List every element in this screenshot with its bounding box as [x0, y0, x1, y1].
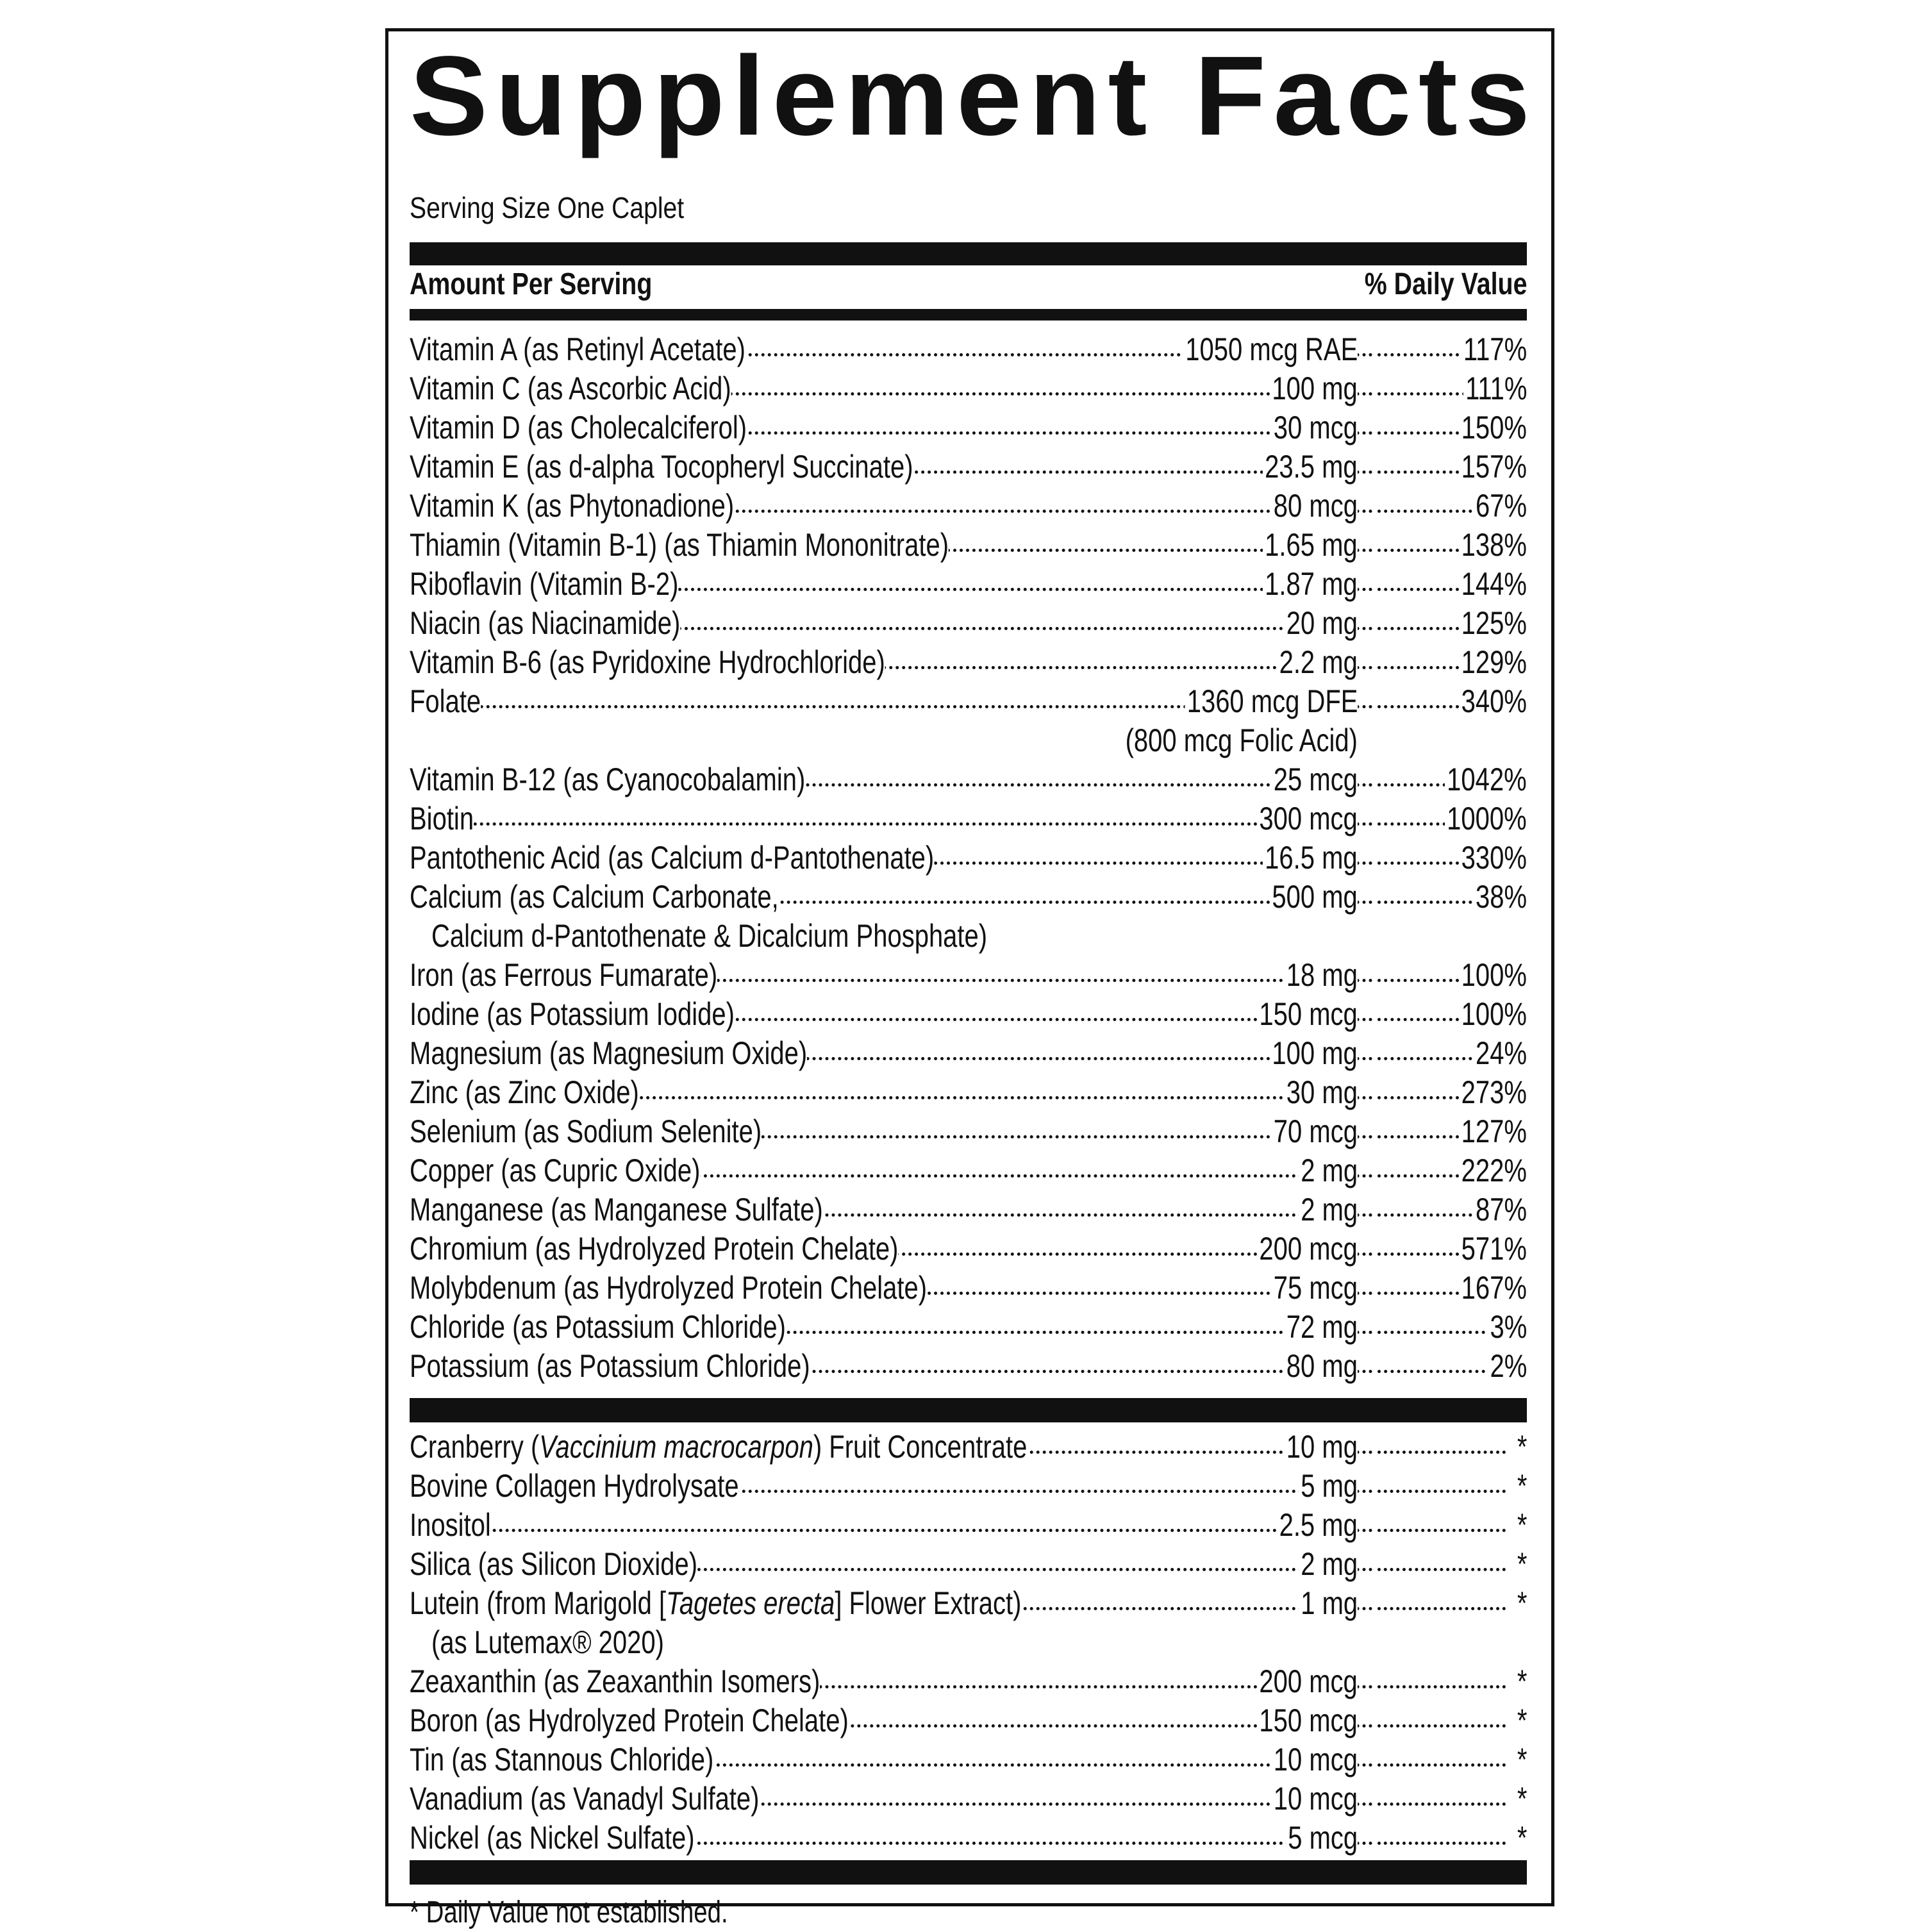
name-text: Vitamin C (as Ascorbic Acid)	[410, 371, 731, 406]
daily-value-percent: 129%	[1459, 643, 1527, 682]
name-text: Nickel (as Nickel Sulfate)	[410, 1820, 695, 1856]
daily-value-percent: 67%	[1474, 487, 1527, 526]
ingredient-name	[410, 1467, 739, 1506]
nutrient-row	[410, 682, 1527, 721]
ingredient-name-continuation: Calcium d-Pantothenate & Dicalcium Phosphate)	[431, 917, 987, 956]
daily-value-percent: 1000%	[1445, 799, 1527, 838]
name-text: Iron (as Ferrous Fumarate)	[410, 957, 718, 993]
amount-per-serving: 10 mcg	[1272, 1779, 1358, 1819]
amount-per-serving: 16.5 mg	[1263, 838, 1358, 878]
amount-per-serving-header: Amount Per Serving	[410, 267, 653, 301]
dot-leader	[1378, 1763, 1506, 1767]
daily-value-percent: 24%	[1474, 1034, 1527, 1073]
ingredient-name	[410, 1740, 713, 1779]
daily-value-percent: 138%	[1459, 526, 1527, 565]
nutrient-row	[410, 1269, 1527, 1308]
amount-per-serving: 1 mg	[1299, 1584, 1358, 1623]
ingredient-name	[410, 604, 680, 643]
daily-value-percent: 340%	[1459, 682, 1527, 721]
ingredient-name	[410, 1229, 899, 1269]
footnote: * Daily Value not established.	[410, 1895, 728, 1929]
nutrient-row	[410, 1034, 1527, 1073]
dot-leader	[1378, 1685, 1506, 1688]
other-ingredient-row	[410, 1662, 1527, 1701]
amount-per-serving: 200 mcg	[1257, 1229, 1358, 1269]
nutrient-row	[410, 604, 1527, 643]
name-text: Cranberry (	[410, 1429, 540, 1465]
name-text: Vitamin B-12 (as Cyanocobalamin)	[410, 762, 806, 797]
ingredient-name	[410, 487, 734, 526]
name-text: Pantothenic Acid (as Calcium d-Pantothenate)	[410, 840, 935, 876]
dot-leader	[1378, 1803, 1506, 1806]
amount-per-serving: 2 mg	[1299, 1545, 1358, 1584]
name-text: Chromium (as Hydrolyzed Protein Chelate)	[410, 1231, 899, 1267]
serving-size: Serving Size One Caplet	[410, 191, 685, 224]
name-text: Vanadium (as Vanadyl Sulfate)	[410, 1781, 760, 1817]
name-text: Inositol	[410, 1507, 491, 1543]
nutrient-row	[410, 838, 1527, 878]
dot-leader	[1378, 1724, 1506, 1728]
name-text: Lutein (from Marigold [	[410, 1585, 667, 1621]
daily-value-percent: *	[1515, 1779, 1527, 1819]
daily-value-header: % Daily Value	[1364, 267, 1527, 301]
nutrient-row	[410, 1073, 1527, 1112]
name-text: Calcium (as Calcium Carbonate,	[410, 879, 779, 915]
ingredient-name	[410, 1584, 1021, 1623]
daily-value-percent: 273%	[1459, 1073, 1527, 1112]
amount-per-serving: 2 mg	[1299, 1151, 1358, 1190]
daily-value-percent: 111%	[1463, 369, 1527, 408]
nutrient-row	[410, 487, 1527, 526]
table-header	[410, 265, 1527, 304]
ingredient-name	[410, 1308, 786, 1347]
nutrient-row	[410, 1347, 1527, 1386]
nutrient-row	[410, 760, 1527, 799]
lutein-continuation-row	[410, 1623, 1527, 1662]
amount-per-serving: 150 mcg	[1257, 995, 1358, 1034]
amount-per-serving: 5 mg	[1299, 1467, 1358, 1506]
name-text: Bovine Collagen Hydrolysate	[410, 1468, 739, 1504]
name-text: Biotin	[410, 801, 474, 837]
ingredient-name	[410, 1190, 823, 1229]
amount-per-serving: 18 mg	[1285, 956, 1358, 995]
nutrient-row	[410, 1229, 1527, 1269]
nutrient-row	[410, 447, 1527, 487]
folate-note-row	[410, 721, 1527, 760]
other-ingredient-row	[410, 1819, 1527, 1858]
name-text: Vitamin E (as d-alpha Tocopheryl Succinate)	[410, 449, 913, 485]
dot-leader	[1378, 1842, 1506, 1845]
name-text: Vitamin B-6 (as Pyridoxine Hydrochloride)	[410, 644, 885, 680]
name-text: Vitamin K (as Phytonadione)	[410, 488, 735, 524]
daily-value-percent: *	[1515, 1701, 1527, 1740]
amount-per-serving: 1.87 mg	[1263, 565, 1358, 604]
other-ingredient-row	[410, 1467, 1527, 1506]
daily-value-percent: *	[1515, 1428, 1527, 1467]
amount-per-serving: 100 mg	[1270, 369, 1358, 408]
daily-value-percent: 117%	[1461, 330, 1527, 369]
name-text: Silica (as Silicon Dioxide)	[410, 1546, 698, 1582]
thick-divider-bottom	[410, 1860, 1527, 1885]
daily-value-percent: *	[1515, 1584, 1527, 1623]
amount-per-serving: 72 mg	[1285, 1308, 1358, 1347]
amount-per-serving: 150 mcg	[1257, 1701, 1358, 1740]
ingredient-name	[410, 1545, 697, 1584]
nutrient-row	[410, 1151, 1527, 1190]
amount-per-serving: 10 mg	[1285, 1428, 1358, 1467]
ingredient-name	[410, 1073, 639, 1112]
name-text: Boron (as Hydrolyzed Protein Chelate)	[410, 1703, 849, 1738]
amount-per-serving: 1.65 mg	[1263, 526, 1358, 565]
name-text: Potassium (as Potassium Chloride)	[410, 1348, 810, 1384]
nutrient-row	[410, 565, 1527, 604]
daily-value-percent: *	[1515, 1545, 1527, 1584]
other-ingredient-row	[410, 1740, 1527, 1779]
daily-value-percent: 330%	[1459, 838, 1527, 878]
name-text: Riboflavin (Vitamin B-2)	[410, 566, 679, 602]
other-ingredient-row	[410, 1428, 1527, 1467]
name-text: Selenium (as Sodium Selenite)	[410, 1113, 762, 1149]
name-text: Chloride (as Potassium Chloride)	[410, 1309, 786, 1345]
nutrient-row	[410, 995, 1527, 1034]
amount-per-serving: 30 mcg	[1272, 408, 1358, 447]
medium-divider	[410, 309, 1527, 321]
name-text: Niacin (as Niacinamide)	[410, 605, 681, 641]
name-text: Magnesium (as Magnesium Oxide)	[410, 1035, 808, 1071]
thick-divider-top	[410, 242, 1527, 265]
nutrient-row	[410, 799, 1527, 838]
dot-leader	[1378, 1568, 1506, 1571]
name-text: Manganese (as Manganese Sulfate)	[410, 1192, 823, 1228]
ingredient-name	[410, 956, 717, 995]
name-text: Tin (as Stannous Chloride)	[410, 1742, 714, 1778]
daily-value-percent: 127%	[1459, 1112, 1527, 1151]
nutrient-row	[410, 878, 1527, 917]
ingredient-name	[410, 526, 949, 565]
amount-per-serving: 23.5 mg	[1263, 447, 1358, 487]
amount-per-serving: 100 mg	[1270, 1034, 1358, 1073]
name-text: Copper (as Cupric Oxide)	[410, 1153, 701, 1188]
amount-per-serving: 300 mcg	[1257, 799, 1358, 838]
other-ingredients-list	[410, 1428, 1527, 1858]
dot-leader	[410, 822, 1373, 826]
nutrient-row	[410, 1308, 1527, 1347]
other-ingredient-row	[410, 1506, 1527, 1545]
amount-per-serving: 1360 mcg DFE	[1185, 682, 1358, 721]
name-text: Zeaxanthin (as Zeaxanthin Isomers)	[410, 1663, 820, 1699]
name-text: ) Fruit Concentrate	[813, 1429, 1028, 1465]
name-text: Iodine (as Potassium Iodide)	[410, 996, 735, 1032]
amount-per-serving: 5 mcg	[1286, 1819, 1358, 1858]
ingredient-name	[410, 878, 779, 917]
dot-leader	[1378, 1607, 1506, 1610]
daily-value-percent: *	[1515, 1740, 1527, 1779]
amount-per-serving: 25 mcg	[1272, 760, 1358, 799]
ingredient-name	[410, 799, 474, 838]
daily-value-percent: 157%	[1459, 447, 1527, 487]
ingredient-name	[410, 565, 678, 604]
name-text: Zinc (as Zinc Oxide)	[410, 1074, 639, 1110]
ingredient-name	[410, 760, 805, 799]
nutrient-row	[410, 330, 1527, 369]
ingredient-name	[410, 1662, 820, 1701]
ingredient-name	[410, 408, 747, 447]
dot-leader	[410, 1529, 1373, 1532]
amount-per-serving: 500 mg	[1270, 878, 1358, 917]
amount-per-serving: 80 mg	[1285, 1347, 1358, 1386]
daily-value-percent: 38%	[1474, 878, 1527, 917]
nutrient-row	[410, 1112, 1527, 1151]
ingredient-name	[410, 1112, 762, 1151]
dot-leader	[1378, 1529, 1506, 1532]
ingredient-name	[410, 995, 735, 1034]
daily-value-percent: 2%	[1488, 1347, 1527, 1386]
botanical-name: Tagetes erecta	[666, 1585, 835, 1621]
daily-value-percent: 144%	[1459, 565, 1527, 604]
dot-leader	[1378, 1451, 1506, 1454]
ingredient-name	[410, 1347, 810, 1386]
calcium-continuation-row	[410, 917, 1527, 956]
ingredient-name	[410, 643, 885, 682]
ingredient-name	[410, 682, 481, 721]
supplement-facts-panel	[385, 28, 1554, 1929]
daily-value-percent: *	[1515, 1819, 1527, 1858]
daily-value-percent: 1042%	[1445, 760, 1527, 799]
amount-per-serving: 30 mg	[1285, 1073, 1358, 1112]
thick-divider-middle	[410, 1398, 1527, 1422]
daily-value-percent: 125%	[1459, 604, 1527, 643]
name-text: Vitamin D (as Cholecalciferol)	[410, 410, 747, 446]
daily-value-percent: *	[1515, 1662, 1527, 1701]
daily-value-percent: *	[1515, 1506, 1527, 1545]
daily-value-percent: 3%	[1488, 1308, 1527, 1347]
daily-value-percent: 100%	[1459, 956, 1527, 995]
amount-per-serving: 2 mg	[1299, 1190, 1358, 1229]
other-ingredient-row	[410, 1779, 1527, 1819]
daily-value-percent: 571%	[1459, 1229, 1527, 1269]
name-text: Folate	[410, 683, 481, 719]
dot-leader	[1378, 1490, 1506, 1493]
panel-title: Supplement Facts	[410, 33, 1538, 159]
name-text: Thiamin (Vitamin B-1) (as Thiamin Mononitrate)	[410, 527, 949, 563]
name-text: ] Flower Extract)	[835, 1585, 1022, 1621]
other-ingredient-row	[410, 1584, 1527, 1623]
amount-note: (800 mcg Folic Acid)	[1125, 722, 1358, 758]
ingredient-name	[410, 330, 745, 369]
daily-value-percent: *	[1515, 1467, 1527, 1506]
ingredient-name	[410, 369, 731, 408]
ingredient-name	[410, 447, 913, 487]
amount-per-serving: 2.2 mg	[1278, 643, 1358, 682]
ingredient-name	[410, 1819, 695, 1858]
dot-leader	[1378, 1331, 1492, 1334]
daily-value-percent: 167%	[1459, 1269, 1527, 1308]
ingredient-name	[410, 1034, 807, 1073]
ingredient-name-continuation: (as Lutemax® 2020)	[431, 1623, 664, 1662]
nutrient-row	[410, 369, 1527, 408]
dot-leader	[1378, 1370, 1492, 1373]
nutrient-row	[410, 643, 1527, 682]
nutrient-row	[410, 526, 1527, 565]
other-ingredient-row	[410, 1701, 1527, 1740]
other-ingredient-row	[410, 1545, 1527, 1584]
amount-per-serving: 20 mg	[1285, 604, 1358, 643]
daily-value-percent: 222%	[1459, 1151, 1527, 1190]
amount-per-serving: 70 mcg	[1272, 1112, 1358, 1151]
panel-content	[410, 31, 1538, 1929]
ingredient-name	[410, 1151, 701, 1190]
amount-per-serving: 1050 mcg RAE	[1183, 330, 1358, 369]
ingredient-name	[410, 1269, 927, 1308]
nutrient-list	[410, 330, 1527, 1386]
ingredient-name	[410, 1701, 849, 1740]
ingredient-name	[410, 838, 934, 878]
botanical-name: Vaccinium macrocarpon	[539, 1429, 813, 1465]
nutrient-row	[410, 408, 1527, 447]
nutrient-row	[410, 1190, 1527, 1229]
amount-per-serving: 10 mcg	[1272, 1740, 1358, 1779]
amount-per-serving: 75 mcg	[1272, 1269, 1358, 1308]
ingredient-name	[410, 1428, 1027, 1467]
ingredient-name	[410, 1506, 491, 1545]
amount-per-serving: 80 mcg	[1272, 487, 1358, 526]
daily-value-percent: 87%	[1474, 1190, 1527, 1229]
name-text: Molybdenum (as Hydrolyzed Protein Chelate)	[410, 1270, 928, 1306]
amount-per-serving: 2.5 mg	[1278, 1506, 1358, 1545]
daily-value-percent: 150%	[1459, 408, 1527, 447]
amount-per-serving: 200 mcg	[1257, 1662, 1358, 1701]
ingredient-name	[410, 1779, 760, 1819]
daily-value-percent: 100%	[1459, 995, 1527, 1034]
name-text: Vitamin A (as Retinyl Acetate)	[410, 331, 745, 367]
nutrient-row	[410, 956, 1527, 995]
